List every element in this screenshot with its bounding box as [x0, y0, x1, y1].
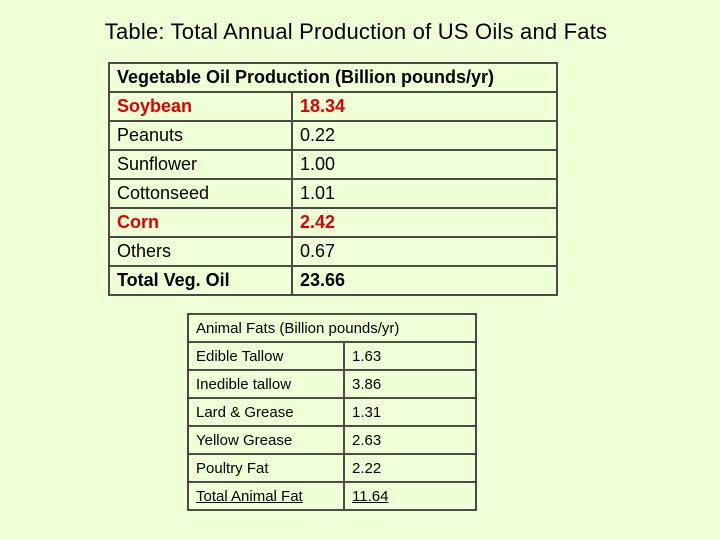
table-row [109, 121, 557, 150]
row-value: 1.31 [344, 398, 476, 426]
row-value: 1.01 [292, 179, 557, 208]
table-header-row [109, 63, 557, 92]
row-value: 0.67 [292, 237, 557, 266]
animal-fats-table [187, 313, 477, 511]
table-row [188, 426, 476, 454]
table-row [109, 92, 557, 121]
total-row [109, 266, 557, 295]
table-row [109, 237, 557, 266]
table-row [188, 454, 476, 482]
vegetable-oil-table [108, 62, 558, 296]
row-value: 1.63 [344, 342, 476, 370]
row-name: Peanuts [109, 121, 292, 150]
row-name: Others [109, 237, 292, 266]
total-label: Total Veg. Oil [109, 266, 292, 295]
total-label: Total Animal Fat [196, 487, 303, 505]
total-value: 11.64 [352, 487, 389, 505]
table-row [109, 179, 557, 208]
row-value: 2.22 [344, 454, 476, 482]
row-name: Soybean [109, 92, 292, 121]
table-row [188, 342, 476, 370]
row-name: Lard & Grease [188, 398, 344, 426]
row-value: 2.42 [292, 208, 557, 237]
row-name: Poultry Fat [188, 454, 344, 482]
vegetable-table-header: Vegetable Oil Production (Billion pounds/yr) [109, 63, 557, 92]
total-value: 23.66 [292, 266, 557, 295]
row-value: 18.34 [292, 92, 557, 121]
table-row [109, 150, 557, 179]
row-name: Corn [109, 208, 292, 237]
table-row [188, 398, 476, 426]
row-name: Sunflower [109, 150, 292, 179]
page-title: Table: Total Annual Production of US Oils and Fats [104, 19, 608, 44]
animal-table-header: Animal Fats (Billion pounds/yr) [188, 314, 476, 342]
table-row [109, 208, 557, 237]
table-row [188, 370, 476, 398]
row-name: Cottonseed [109, 179, 292, 208]
row-value: 2.63 [344, 426, 476, 454]
row-name: Inedible tallow [188, 370, 344, 398]
row-value: 3.86 [344, 370, 476, 398]
row-name: Edible Tallow [188, 342, 344, 370]
row-value: 0.22 [292, 121, 557, 150]
table-header-row [188, 314, 476, 342]
row-name: Yellow Grease [188, 426, 344, 454]
row-value: 1.00 [292, 150, 557, 179]
total-row [188, 482, 476, 510]
